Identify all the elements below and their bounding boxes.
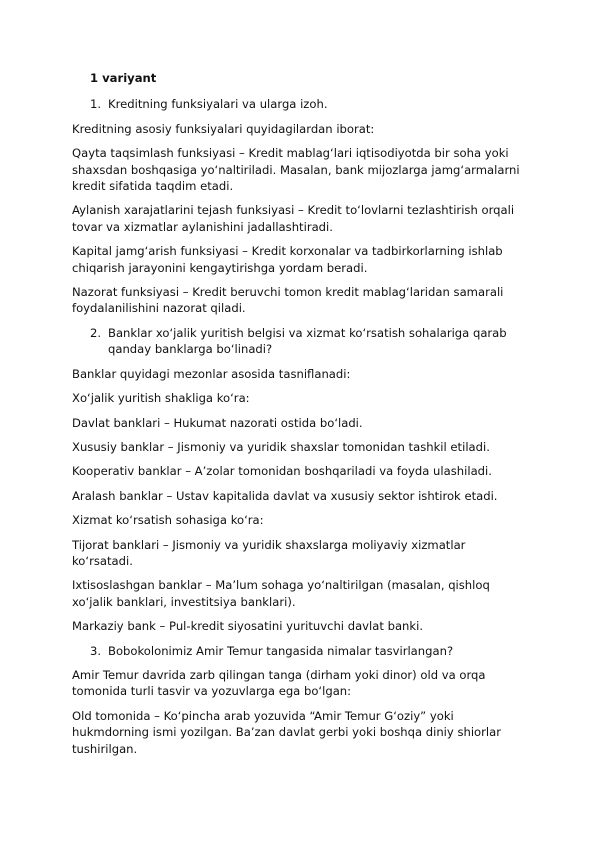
question-text: Kreditning funksiyalari va ularga izoh. [108,97,328,112]
paragraph: Kapital jamg‘arish funksiyasi – Kredit korxonalar va tadbirkorlarning ishlab chiqarish jarayonini kengaytirishga yordam beradi. [72,244,503,275]
paragraph: Markaziy bank – Pul-kredit siyosatini yurituvchi davlat banki. [72,619,424,634]
question-text: Bobokolonimiz Amir Temur tangasida nimalar tasvirlangan? [108,643,454,658]
paragraph: Ixtisoslashgan banklar – Ma’lum sohaga yo‘naltirilgan (masalan, qishloq xo‘jalik banklari, investitsiya banklari). [72,578,490,609]
question-number: 2. [90,325,102,340]
paragraph: Nazorat funksiyasi – Kredit beruvchi tomon kredit mablag‘laridan samarali foydalanilishini nazorat qiladi. [72,285,504,316]
question-text: Banklar xo‘jalik yuritish belgisi va xizmat ko‘rsatish sohalariga qarab qanday banklarga bo‘linadi? [108,325,507,357]
paragraph: Kooperativ banklar – A’zolar tomonidan boshqariladi va foyda ulashiladi. [72,464,492,479]
document-title: 1 variyant [90,71,157,85]
question-heading [72,325,524,358]
paragraph: Old tomonida – Ko‘pincha arab yozuvida “Amir Temur G‘oziy” yoki hukmdorning ismi yozilgan. Ba’zan davlat gerbi yoki boshqa diniy shiorlar tushirilgan. [72,708,502,756]
paragraph: Qayta taqsimlash funksiyasi – Kredit mablag‘lari iqtisodiyotda bir soha yoki shaxsdan boshqasiga yo‘naltiriladi. Masalan, bank mijozlarga jamg‘armalarni kredit sifatida taqdim etadi. [72,146,520,194]
paragraph: Kreditning asosiy funksiyalari quyidagilardan iborat: [72,121,375,136]
document-page [72,70,524,765]
document-body [72,96,524,757]
paragraph: Banklar quyidagi mezonlar asosida tasniflanadi: [72,366,351,381]
paragraph: Davlat banklari – Hukumat nazorati ostida bo‘ladi. [72,415,363,430]
question-number: 1. [90,97,102,112]
paragraph: Aylanish xarajatlarini tejash funksiyasi – Kredit to‘lovlarni tezlashtirish orqali tovar va xizmatlar aylanishini jadallashtiradi. [72,203,515,234]
paragraph: Xususiy banklar – Jismoniy va yuridik shaxslar tomonidan tashkil etiladi. [72,439,490,454]
paragraph: Tijorat banklari – Jismoniy va yuridik shaxslarga moliyaviy xizmatlar ko‘rsatadi. [72,537,466,568]
paragraph: Aralash banklar – Ustav kapitalida davlat va xususiy sektor ishtirok etadi. [72,488,498,503]
paragraph: Amir Temur davrida zarb qilingan tanga (dirham yoki dinor) old va orqa tomonida turli tasvir va yozuvlarga ega bo‘lgan: [72,667,486,699]
paragraph: Xo‘jalik yuritish shakliga ko‘ra: [72,391,250,406]
paragraph: Xizmat ko‘rsatish sohasiga ko‘ra: [72,513,264,528]
question-number: 3. [90,643,102,658]
question-heading [72,96,524,112]
question-heading [72,643,524,659]
